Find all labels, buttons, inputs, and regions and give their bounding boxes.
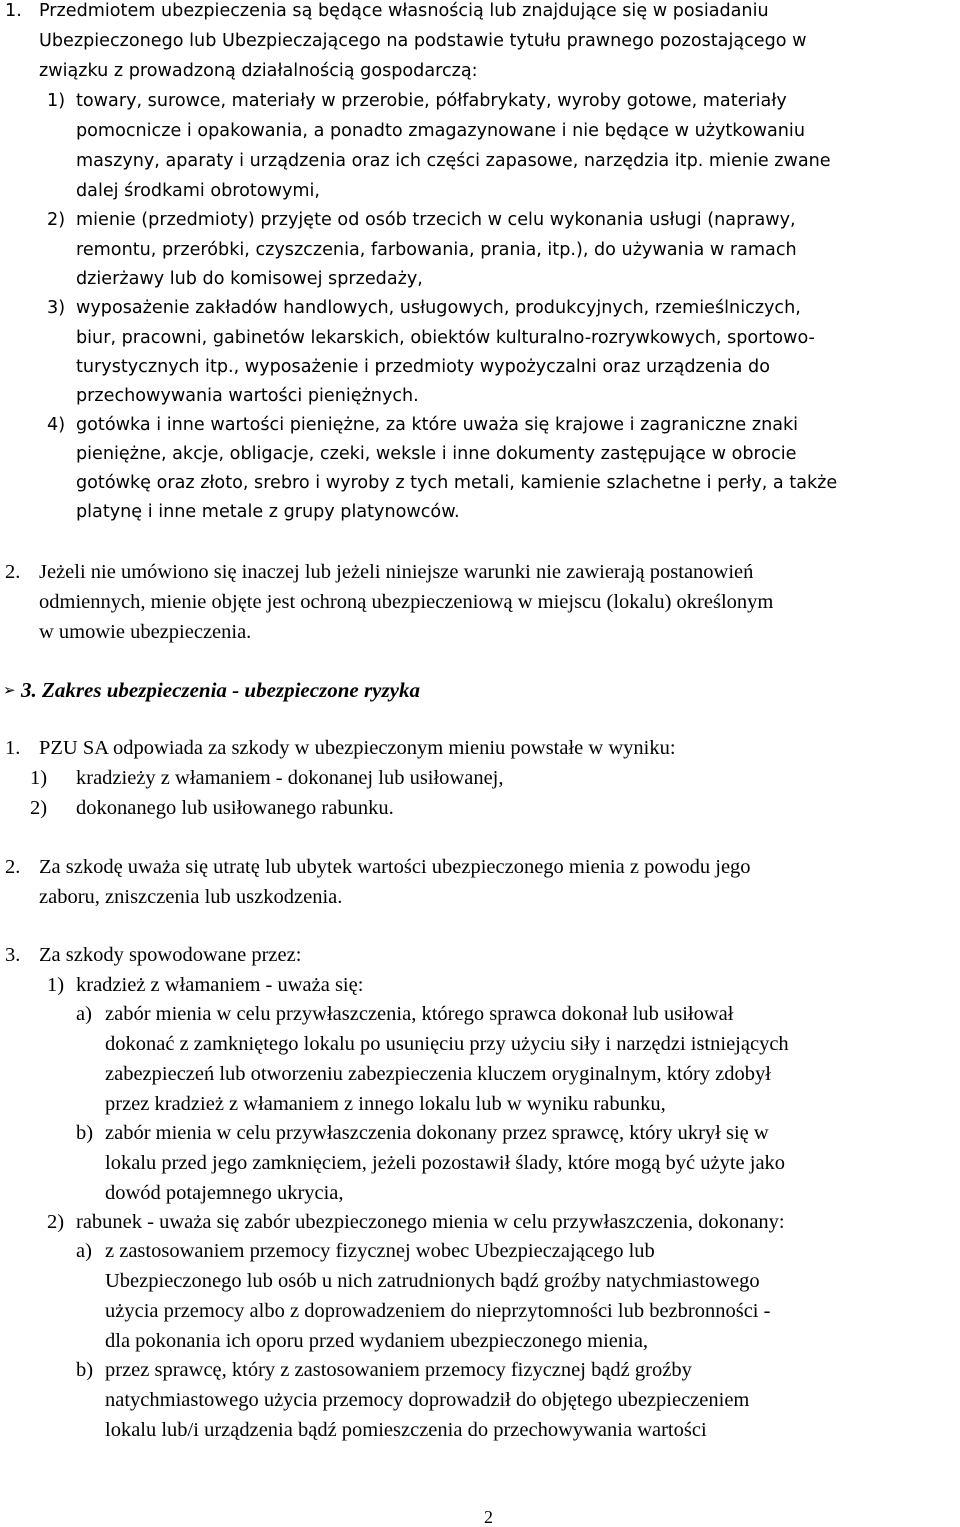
sub-item-line: przez kradzież z włamaniem z innego lokalu lub w wyniku rabunku, — [105, 1093, 666, 1115]
list-item-line: dokonanego lub usiłowanego rabunku. — [76, 797, 394, 819]
sub-item-line: natychmiastowego użycia przemocy doprowadził do objętego ubezpieczeniem — [105, 1389, 750, 1411]
arrow-bullet-icon: ➢ — [3, 681, 16, 699]
sub-item-label: b) — [76, 1122, 94, 1144]
clause-1-line: PZU SA odpowiada za szkody w ubezpieczonym mieniu powstałe w wyniku: — [39, 737, 676, 759]
list-item-line: dzierżawy lub do komisowej sprzedaży, — [76, 269, 423, 289]
list-item-line: kradzieży z włamaniem - dokonanej lub usiłowanej, — [76, 767, 504, 789]
list-item-line: platynę i inne metale z grupy platynowców. — [76, 502, 460, 522]
section-1-line: związku z prowadzoną działalnością gospodarczą: — [39, 61, 478, 81]
list-item-line: mienie (przedmioty) przyjęte od osób trzecich w celu wykonania usługi (naprawy, — [76, 210, 796, 230]
clause-2-line: zaboru, zniszczenia lub uszkodzenia. — [39, 886, 343, 908]
clause-3-line: Za szkody spowodowane przez: — [39, 944, 302, 966]
sub-item-line: zabór mienia w celu przywłaszczenia, którego sprawca dokonał lub usiłował — [105, 1003, 734, 1025]
section-1-line: Ubezpieczonego lub Ubezpieczającego na podstawie tytułu prawnego pozostającego w — [39, 31, 807, 51]
clause-2-line: Za szkodę uważa się utratę lub ubytek wartości ubezpieczonego mienia z powodu jego — [39, 856, 751, 878]
section-1-number: 1. — [5, 1, 22, 21]
sub-item-line: dowód potajemnego ukrycia, — [105, 1182, 344, 1204]
list-item-line: gotówkę oraz złoto, srebro i wyroby z tych metali, kamienie szlachetne i perły, a także — [76, 473, 838, 493]
section-1-line: Przedmiotem ubezpieczenia są będące własnością lub znajdujące się w posiadaniu — [39, 1, 769, 21]
list-item-line: pieniężne, akcje, obligacje, czeki, weksle i inne dokumenty zastępujące w obrocie — [76, 444, 797, 464]
section-2-line: odmiennych, mienie objęte jest ochroną ubezpieczeniową w miejscu (lokalu) określonym — [39, 591, 774, 613]
list-item-line: rabunek - uważa się zabór ubezpieczonego mienia w celu przywłaszczenia, dokonany: — [76, 1211, 785, 1233]
sub-item-line: z zastosowaniem przemocy fizycznej wobec Ubezpieczającego lub — [105, 1240, 655, 1262]
clause-1-number: 1. — [5, 737, 21, 759]
sub-item-line: dla pokonania ich oporu przed wydaniem ubezpieczonego mienia, — [105, 1330, 649, 1352]
list-item-number: 2) — [47, 1211, 65, 1233]
clause-3-number: 3. — [5, 944, 21, 966]
page-number: 2 — [484, 1507, 493, 1527]
list-item-line: wyposażenie zakładów handlowych, usługowych, produkcyjnych, rzemieślniczych, — [76, 298, 801, 318]
list-item-line: przechowywania wartości pieniężnych. — [76, 386, 419, 406]
list-item-line: pomocnicze i opakowania, a ponadto zmagazynowane i nie będące w użytkowaniu — [76, 121, 805, 141]
sub-item-label: a) — [76, 1240, 92, 1262]
list-item-line: kradzież z włamaniem - uważa się: — [76, 974, 364, 996]
list-item-number: 1) — [30, 767, 48, 789]
list-item-number: 4) — [47, 415, 66, 435]
list-item-number: 2) — [47, 210, 66, 230]
sub-item-line: dokonać z zamkniętego lokalu po usunięciu przy użyciu siły i narzędzi istniejących — [105, 1033, 789, 1055]
sub-item-line: lokalu lub/i urządzenia bądź pomieszczenia do przechowywania wartości — [105, 1419, 707, 1441]
section-2-line: w umowie ubezpieczenia. — [39, 621, 252, 643]
list-item-line: towary, surowce, materiały w przerobie, półfabrykaty, wyroby gotowe, materiały — [76, 91, 787, 111]
sub-item-line: zabór mienia w celu przywłaszczenia dokonany przez sprawcę, który ukrył się w — [105, 1122, 769, 1144]
list-item-line: gotówka i inne wartości pieniężne, za które uważa się krajowe i zagraniczne znaki — [76, 415, 799, 435]
sub-item-line: lokalu przed jego zamknięciem, jeżeli pozostawił ślady, które mogą być użyte jako — [105, 1152, 786, 1174]
clause-2-number: 2. — [5, 856, 21, 878]
list-item-line: biur, pracowni, gabinetów lekarskich, obiektów kulturalno-rozrywkowych, sportowo- — [76, 328, 815, 348]
list-item-number: 1) — [47, 91, 66, 111]
list-item-number: 3) — [47, 298, 66, 318]
list-item-line: turystycznych itp., wyposażenie i przedmioty wypożyczalni oraz urządzenia do — [76, 357, 770, 377]
sub-item-line: zabezpieczeń lub otworzeniu zabezpieczenia kluczem oryginalnym, który zdobył — [105, 1063, 771, 1085]
sub-item-line: przez sprawcę, który z zastosowaniem przemocy fizycznej bądź groźby — [105, 1359, 692, 1381]
section-2-line: Jeżeli nie umówiono się inaczej lub jeżeli niniejsze warunki nie zawierają postanowień — [39, 561, 754, 583]
section-2-number: 2. — [5, 561, 21, 583]
list-item-line: dalej środkami obrotowymi, — [76, 181, 320, 201]
section-heading: 3. Zakres ubezpieczenia - ubezpieczone ryzyka — [21, 678, 420, 702]
sub-item-label: b) — [76, 1359, 94, 1381]
list-item-number: 1) — [47, 974, 65, 996]
sub-item-line: użycia przemocy albo z doprowadzeniem do nieprzytomności lub bezbronności - — [105, 1300, 771, 1322]
sub-item-label: a) — [76, 1003, 92, 1025]
list-item-line: maszyny, aparaty i urządzenia oraz ich części zapasowe, narzędzia itp. mienie zwane — [76, 151, 831, 171]
sub-item-line: Ubezpieczonego lub osób u nich zatrudnionych bądź groźby natychmiastowego — [105, 1270, 760, 1292]
list-item-number: 2) — [30, 797, 48, 819]
list-item-line: remontu, przeróbki, czyszczenia, farbowania, prania, itp.), do używania w ramach — [76, 240, 797, 260]
